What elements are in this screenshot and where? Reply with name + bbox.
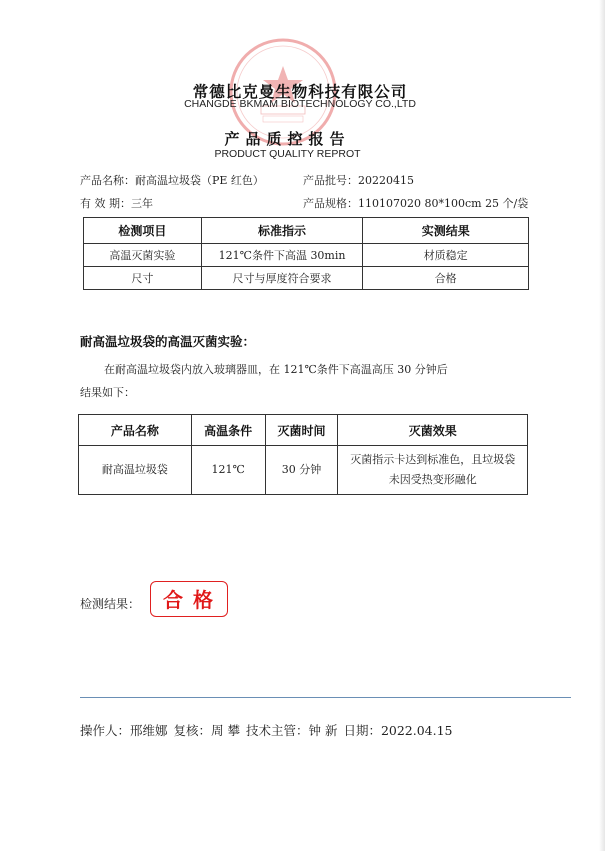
table-row: [84, 244, 529, 267]
section-title: 耐高温垃圾袋的高温灭菌实验：: [80, 334, 256, 349]
table-cell: 材质稳定: [363, 244, 529, 267]
table-cell: 尺寸与厚度符合要求: [201, 267, 363, 290]
table-cell: [338, 446, 528, 495]
supervisor: 技术主管：钟 新: [245, 723, 338, 738]
reviewer: 复核：周 攀: [173, 723, 240, 738]
product-name: 产品名称：耐高温垃圾袋（PE 红色）: [80, 174, 264, 187]
pass-stamp: 合格: [150, 581, 228, 617]
column-header: 高温条件: [191, 415, 265, 446]
operator: 操作人：邢维娜: [80, 723, 168, 738]
table-cell: 121℃: [191, 446, 265, 495]
column-header: 实测结果: [363, 218, 529, 244]
column-header: 灭菌效果: [338, 415, 528, 446]
table-cell: 30 分钟: [265, 446, 338, 495]
product-spec: 产品规格：110107020 80*100cm 25 个/袋: [303, 197, 529, 210]
inspection-table: [83, 217, 529, 290]
effect-line: 未因受热变形融化: [388, 473, 477, 486]
table-header-row: [79, 415, 528, 446]
results-intro: 结果如下：: [80, 386, 135, 399]
table-row: [79, 446, 528, 495]
company-name-cn: 常德比克曼生物科技有限公司: [192, 83, 408, 101]
divider: [80, 697, 571, 698]
batch-number: 产品批号：20220415: [303, 174, 414, 187]
validity-period: 有 效 期：三年: [80, 197, 153, 210]
report-date: 日期：2022.04.15: [343, 723, 453, 738]
page-edge-shadow: [599, 0, 605, 851]
company-name-en: CHANGDE BKMAM BIOTECHNOLOGY CO.,LTD: [184, 98, 416, 110]
experiment-description: 在耐高温垃圾袋内放入玻璃器皿，在 121℃条件下高温高压 30 分钟后: [104, 363, 448, 376]
table-cell: 121℃条件下高温 30min: [201, 244, 363, 267]
column-header: 检测项目: [84, 218, 202, 244]
table-cell: 合格: [363, 267, 529, 290]
result-label: 检测结果：: [80, 597, 141, 611]
sterilization-table: [78, 414, 528, 495]
table-cell: 耐高温垃圾袋: [79, 446, 192, 495]
report-title-cn: 产品质控报告: [224, 130, 351, 148]
column-header: 产品名称: [79, 415, 192, 446]
table-cell: 尺寸: [84, 267, 202, 290]
column-header: 标准指示: [201, 218, 363, 244]
table-cell: 高温灭菌实验: [84, 244, 202, 267]
effect-line: 灭菌指示卡达到标准色，且垃圾袋: [350, 453, 516, 466]
signature-line: [80, 721, 455, 739]
report-title-en: PRODUCT QUALITY REPROT: [214, 148, 361, 160]
table-row: [84, 267, 529, 290]
column-header: 灭菌时间: [265, 415, 338, 446]
table-header-row: [84, 218, 529, 244]
